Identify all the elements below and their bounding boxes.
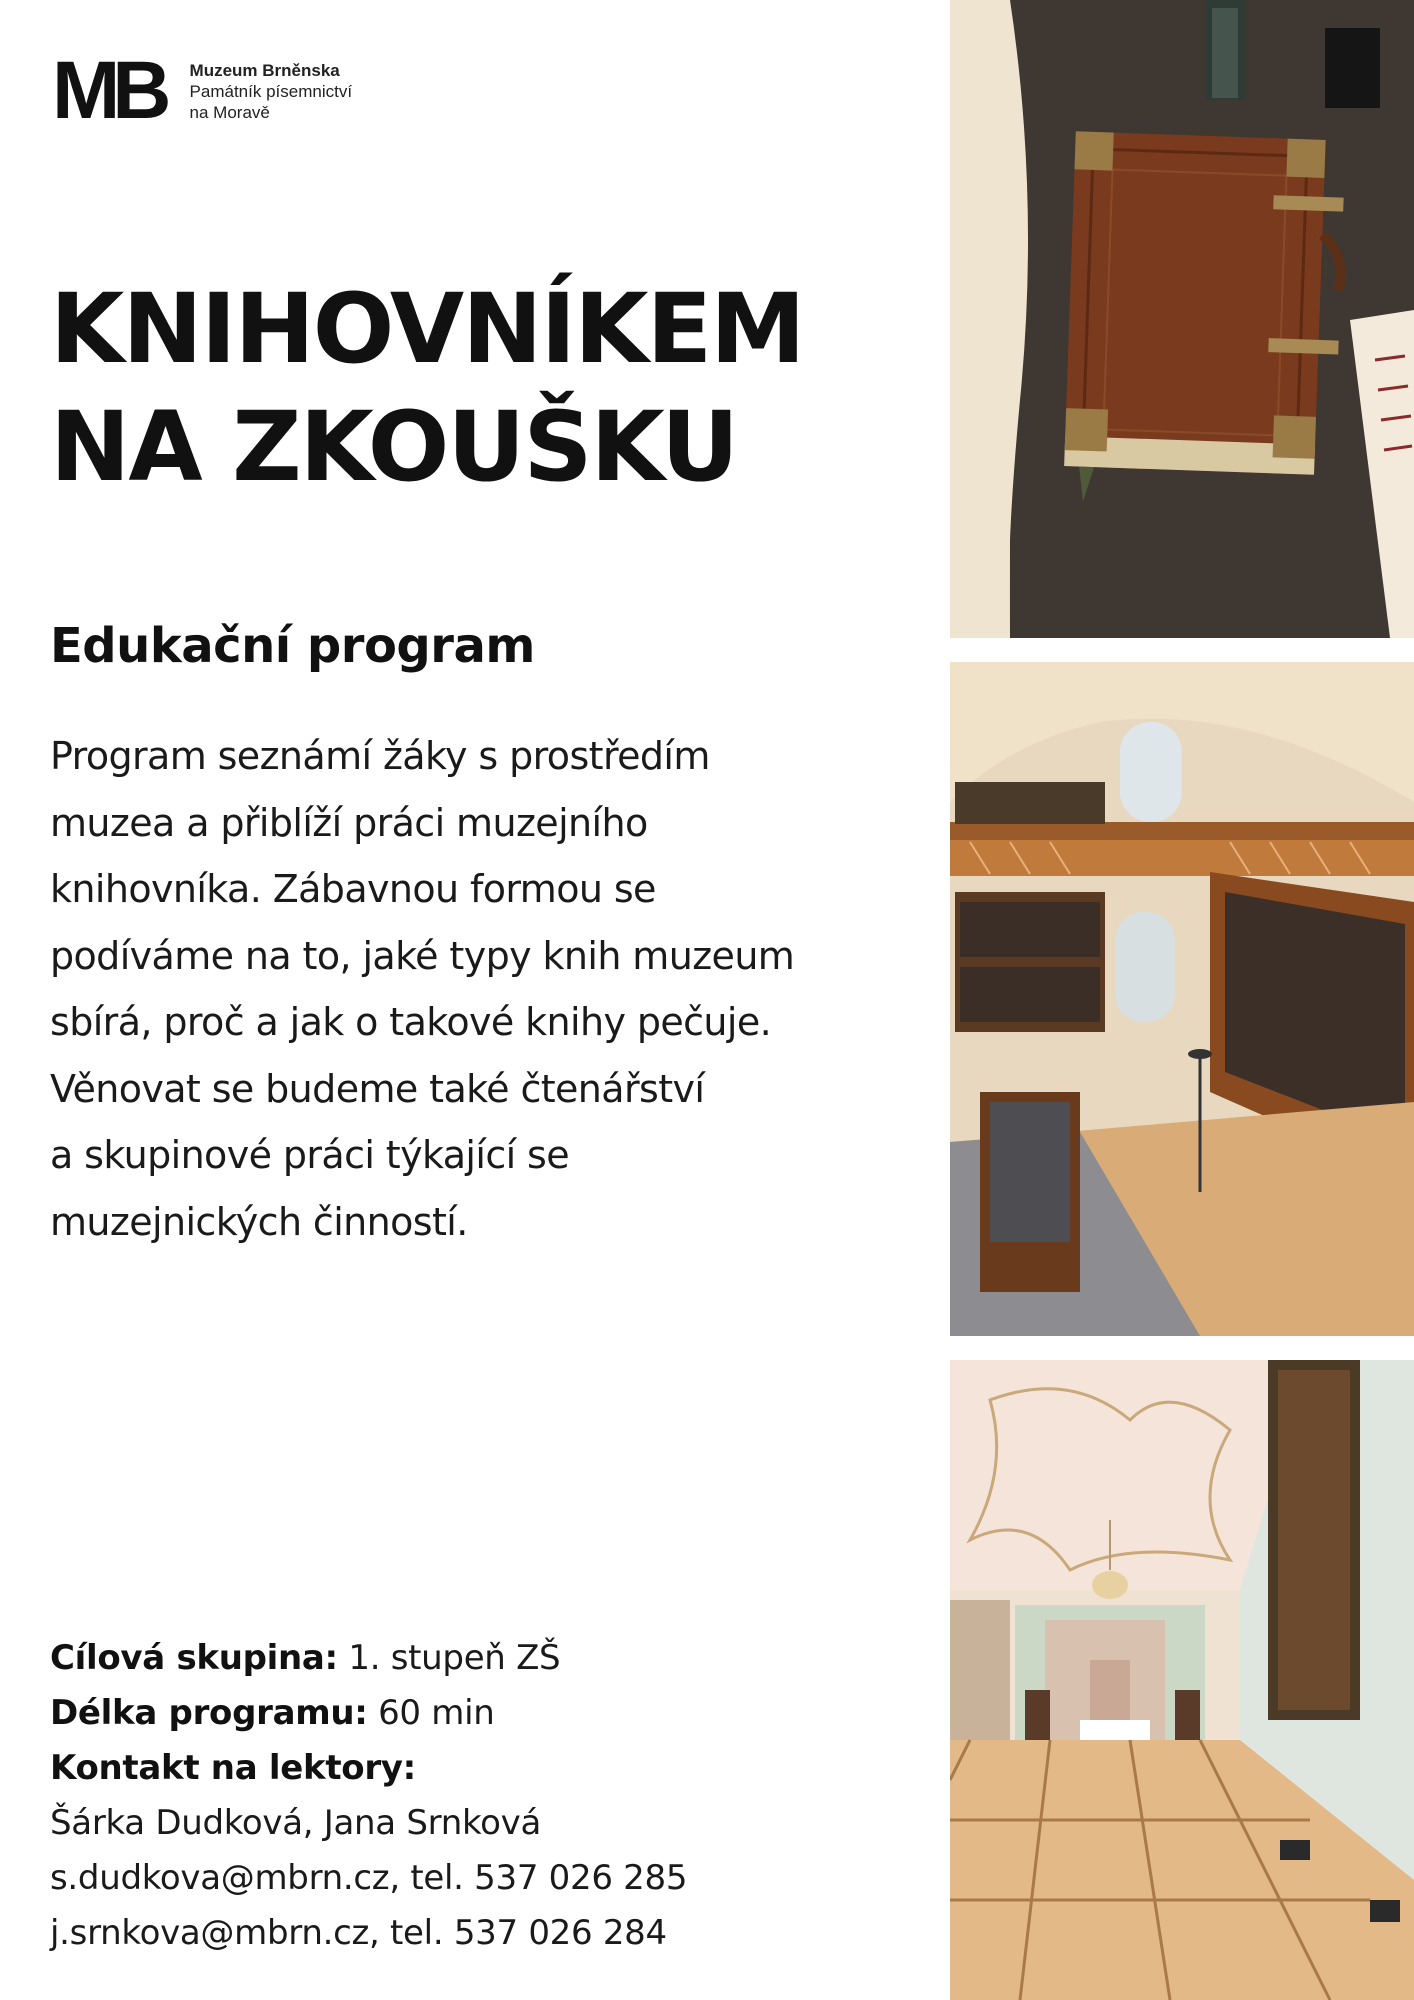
contact-row bbox=[50, 1741, 687, 1796]
description-line: sbírá, proč a jak o takové knihy pečuje. bbox=[50, 1000, 772, 1044]
description-line: podíváme na to, jaké typy knih muzeum bbox=[50, 933, 795, 978]
contact-line-2: j.srnkova@mbrn.cz, tel. 537 026 284 bbox=[50, 1913, 667, 1953]
museum-logo bbox=[52, 45, 353, 136]
ornate-hall-illustration bbox=[950, 1360, 1414, 2000]
subtitle: Edukační program bbox=[50, 618, 535, 674]
target-group-label: Cílová skupina: bbox=[50, 1638, 338, 1678]
target-group-row bbox=[50, 1631, 687, 1686]
logo-text bbox=[190, 60, 353, 123]
old-book-illustration bbox=[950, 0, 1414, 638]
logo-line-3: na Moravě bbox=[189, 102, 270, 122]
description-line: a skupinové práci týkající se bbox=[50, 1133, 570, 1177]
contact-line-1: s.dudkova@mbrn.cz, tel. 537 026 285 bbox=[50, 1858, 688, 1898]
contact-label: Kontakt na lektory: bbox=[50, 1748, 416, 1788]
description-line: muzejnických činností. bbox=[50, 1199, 468, 1244]
description-line: Věnovat se budeme také čtenářství bbox=[50, 1066, 705, 1111]
description-line: Program seznámí žáky s prostředím bbox=[50, 734, 710, 778]
target-group-value: 1. stupeň ZŠ bbox=[337, 1638, 561, 1678]
description bbox=[50, 723, 850, 1255]
description-line: muzea a přiblíží práci muzejního bbox=[50, 800, 648, 845]
logo-line-1: Muzeum Brněnska bbox=[189, 60, 340, 80]
duration-row bbox=[50, 1686, 687, 1741]
library-hall-illustration bbox=[950, 662, 1414, 1336]
description-line: knihovníka. Zábavnou formou se bbox=[50, 867, 656, 911]
logo-line-2: Památník písemnictví bbox=[189, 81, 353, 101]
title-line-1: KNIHOVNÍKEM bbox=[50, 273, 804, 385]
duration-label: Délka programu: bbox=[50, 1693, 368, 1733]
duration-value: 60 min bbox=[367, 1693, 495, 1733]
program-info bbox=[50, 1631, 687, 1961]
photo-old-book bbox=[950, 0, 1414, 638]
title-line-2: NA ZKOUŠKU bbox=[50, 391, 738, 503]
lecturer-names: Šárka Dudková, Jana Srnková bbox=[50, 1803, 541, 1843]
logo-mark: MB bbox=[52, 45, 164, 136]
photo-library-hall bbox=[950, 662, 1414, 1336]
photo-ornate-hall bbox=[950, 1360, 1414, 2000]
page-title bbox=[50, 270, 804, 506]
